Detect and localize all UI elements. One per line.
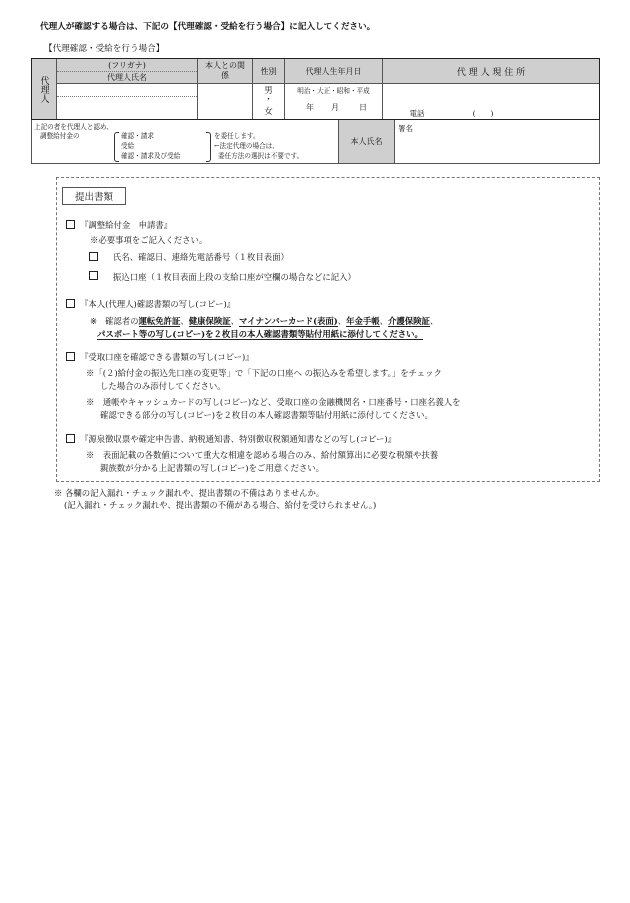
id-health-insurance: 健康保険証 (188, 316, 231, 326)
item3-note1-line2: した場合のみ添付してください。 (100, 381, 226, 391)
item1-note: ※必要事項をご記入ください。 (90, 235, 208, 245)
gender-female[interactable]: 女 (264, 106, 273, 117)
delegation-lead-2: 調整給付金の (40, 132, 80, 140)
option-receive[interactable]: 受給 (121, 142, 135, 150)
relation-label: 本人との関係 (198, 59, 252, 83)
item2-note-line1: ※ 確認者の運転免許証、健康保険証、マイナンバーカード(表面)、年金手帳、介護保険証、 (90, 316, 439, 326)
id-mynumber-card: マイナンバーカード(表面) (239, 316, 338, 326)
intro-part-3: に記入してください。 (289, 22, 376, 32)
delegation-row (31, 120, 600, 164)
item1-sub2: 振込口座（１枚目表面上段の支給口座が空欄の場合などに記入） (113, 272, 356, 282)
item4-checkbox[interactable] (66, 434, 75, 443)
item4-note-line1: ※ 表面記載の各数値について重大な相違を認める場合のみ、給付額算出に必要な税額や扶養 (86, 450, 439, 460)
proxy-table (31, 58, 600, 120)
phone-label: 電話 (409, 108, 425, 118)
item3-note1-line1: ※「(２)給付金の振込先口座の変更等」で「下記の口座へ の振込みを希望します。」をチェック (86, 368, 442, 378)
entrust-text-2: ←法定代理の場合は、 (214, 142, 279, 150)
item3-note2-line1: ※ 通帳やキャッシュカードの写し(コピー)など、受取口座の金融機関名・口座番号・口座名義人を (86, 397, 461, 407)
birth-month-label: 月 (331, 102, 339, 112)
item1-sub1: 氏名、確認日、連絡先電話番号（１枚目表面） (113, 252, 289, 262)
item1-sub2-checkbox[interactable] (89, 271, 98, 280)
id-pension-book: 年金手帳 (346, 316, 380, 326)
relation-input[interactable] (198, 84, 252, 119)
principal-name-label: 本人氏名 (339, 120, 394, 163)
intro-part-2: 【代理確認・受給を行う場合】 (168, 22, 290, 32)
proxy-name-input[interactable] (57, 97, 197, 119)
item2-note-passport: パスポート等の写し(コピー)を２枚目の本人確認書類等貼付用紙に添付してください。 (97, 329, 423, 339)
footer-line2: (記入漏れ・チェック漏れや、提出書類の不備がある場合、給付を受けられません。) (64, 500, 377, 510)
right-brace (206, 132, 211, 162)
proxy-side-label: 代理人 (32, 59, 56, 119)
entrust-text-3: 委任方法の選択は不要です。 (218, 152, 304, 160)
entrust-text-1: を委任します。 (214, 132, 260, 140)
id-driver-license: 運転免許証 (138, 316, 181, 326)
item2-note-line2 (97, 328, 423, 340)
section-title: 【代理確認・受給を行う場合】 (44, 44, 165, 54)
gender-separator: ・ (264, 95, 273, 105)
birth-label: 代理人生年月日 (285, 59, 382, 83)
signature-field[interactable] (395, 132, 598, 162)
gender-label: 性別 (253, 59, 284, 83)
address-label: 代 理 人 現 住 所 (383, 59, 599, 83)
intro-part-1: 代理人が確認する場合は、下記の (40, 22, 169, 32)
option-confirm[interactable]: 確認・請求 (121, 132, 154, 140)
item4-title: 『源泉徴収票や確定申告書、納税通知書、特別徴収税額通知書などの写し(コピー)』 (80, 434, 397, 444)
item3-note2-line2: 確認できる部分の写し(コピー)を２枚目の本人確認書類等貼付用紙に添付してください。 (100, 410, 433, 420)
item1-checkbox[interactable] (66, 220, 75, 229)
gender-male[interactable]: 男 (264, 86, 273, 96)
documents-heading: 提出書類 (62, 187, 126, 205)
id-care-insurance: 介護保険証 (388, 316, 430, 326)
item2-checkbox[interactable] (66, 299, 75, 308)
birth-year-label: 年 (306, 102, 314, 112)
birth-day-label: 日 (359, 102, 367, 112)
phone-input[interactable]: ( ) (472, 108, 494, 118)
era-options[interactable]: 明治・大正・昭和・平成 (297, 86, 370, 95)
footer-line1: ※ 各欄の記入漏れ・チェック漏れや、提出書類の不備はありませんか。 (54, 488, 325, 498)
item2-title: 『本人(代理人)確認書類の写し(コピー)』 (80, 299, 236, 309)
item1-sub1-checkbox[interactable] (89, 252, 98, 261)
address-input[interactable] (383, 84, 599, 109)
proxy-name-label: 代理人氏名 (57, 71, 197, 83)
option-both[interactable]: 確認・請求及び受給 (121, 152, 181, 160)
item4-note-line2: 親族数が分かる上記書類の写し(コピー)をご用意ください。 (100, 463, 324, 473)
item2-note-mark: ※ (90, 316, 98, 326)
item3-title: 『受取口座を確認できる書類の写し(コピー)』 (80, 352, 254, 362)
item1-title: 『調整給付金 申請書』 (80, 220, 173, 230)
furigana-input[interactable] (57, 84, 197, 96)
signature-label: 署名 (398, 124, 413, 133)
intro-text (40, 20, 375, 32)
left-brace (114, 132, 119, 162)
item3-checkbox[interactable] (66, 352, 75, 361)
delegation-lead-1: 上記の者を代理人と認め、 (34, 123, 113, 131)
furigana-label: (フリガナ) (57, 59, 197, 71)
item2-note-prefix: 確認者の (105, 316, 139, 326)
